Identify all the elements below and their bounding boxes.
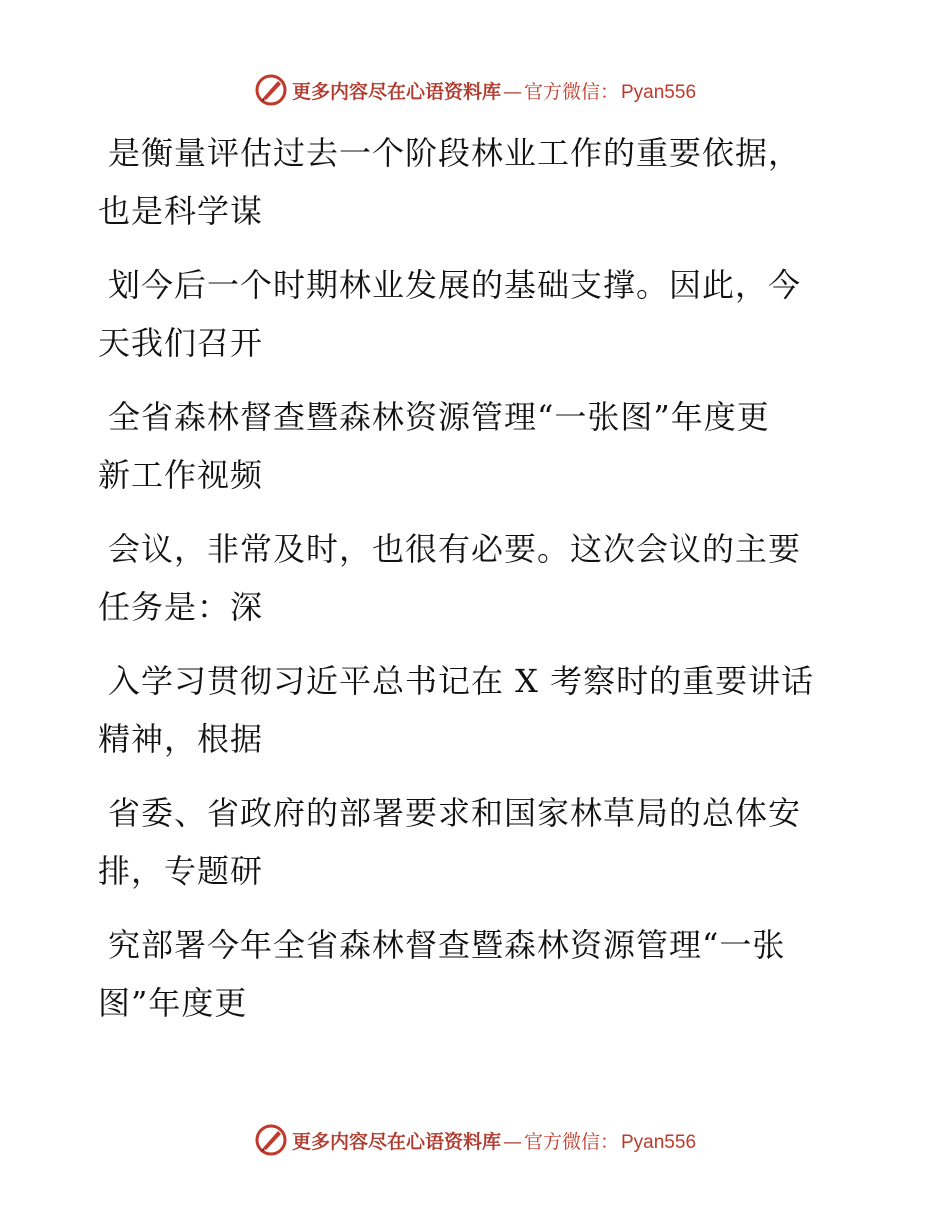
banner-text — [292, 1127, 696, 1154]
banner-brand: 更多内容尽在心语资料库 — [291, 1130, 501, 1153]
paragraph-line: 排，专题研 — [98, 852, 264, 890]
header-banner — [0, 70, 950, 110]
paragraph — [98, 652, 858, 768]
paragraph-line: 会议，非常及时，也很有必要。这次会议的主要 — [108, 530, 802, 568]
paragraph — [98, 784, 858, 900]
paragraph-line: 划今后一个时期林业发展的基础支撑。因此，今 — [108, 266, 802, 304]
banner-dash: — — [502, 80, 522, 103]
banner-account: Pyan556 — [621, 1131, 697, 1153]
banner-wechat-label: 官方微信： — [523, 1130, 619, 1153]
paragraph-line: 究部署今年全省森林督查暨森林资源管理“一张 — [108, 926, 786, 964]
paragraph-line: 天我们召开 — [98, 324, 264, 362]
quill-logo-icon — [254, 1123, 288, 1157]
quill-logo-icon — [254, 73, 288, 107]
paragraph-line: 是衡量评估过去一个阶段林业工作的重要依据， — [108, 134, 802, 172]
banner-text — [292, 77, 696, 104]
banner-dash: — — [502, 1130, 522, 1153]
banner-account: Pyan556 — [621, 81, 697, 103]
paragraph-line: 也是科学谋 — [98, 192, 264, 230]
paragraph — [98, 124, 858, 240]
banner-wechat-label: 官方微信： — [523, 80, 619, 103]
paragraph-line: 全省森林督查暨森林资源管理“一张图”年度更 — [108, 398, 770, 436]
document-body — [98, 124, 858, 1048]
paragraph — [98, 916, 858, 1032]
paragraph — [98, 520, 858, 636]
paragraph-line: 任务是：深 — [98, 588, 264, 626]
paragraph — [98, 388, 858, 504]
paragraph-line: 精神，根据 — [98, 720, 264, 758]
footer-banner — [0, 1120, 950, 1160]
paragraph — [98, 256, 858, 372]
paragraph-line: 入学习贯彻习近平总书记在 X 考察时的重要讲话 — [108, 662, 815, 700]
paragraph-line: 省委、省政府的部署要求和国家林草局的总体安 — [108, 794, 802, 832]
banner-brand: 更多内容尽在心语资料库 — [291, 80, 501, 103]
paragraph-line: 新工作视频 — [98, 456, 264, 494]
paragraph-line: 图”年度更 — [98, 984, 248, 1022]
